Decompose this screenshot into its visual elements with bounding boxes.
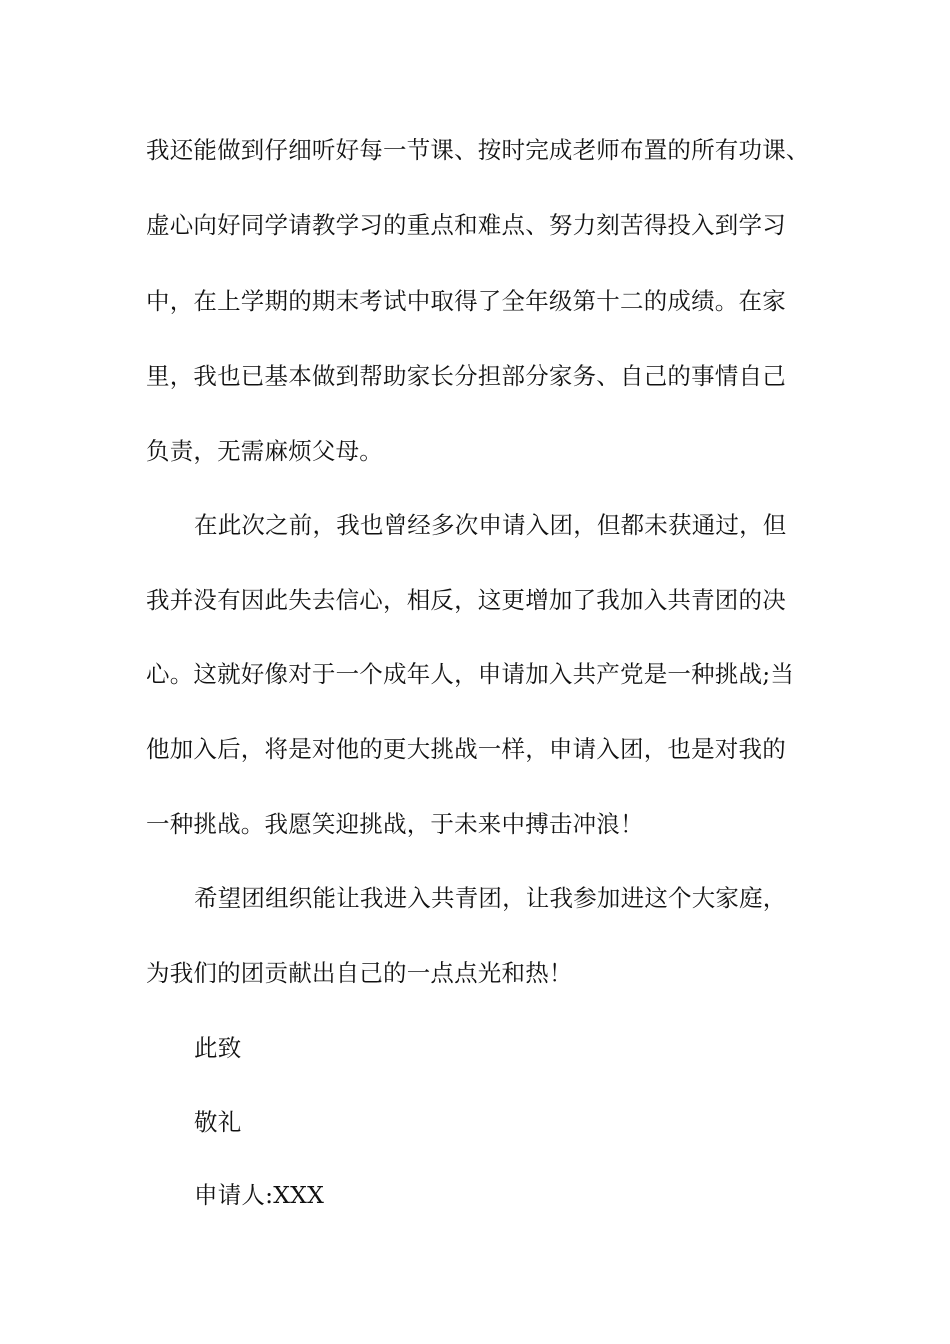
paragraph-1-line-1: 我还能做到仔细听好每一节课、按时完成老师布置的所有功课、 xyxy=(146,136,810,164)
closing-salutation: 此致 xyxy=(194,1034,242,1062)
paragraph-1-line-3: 中，在上学期的期末考试中取得了全年级第十二的成绩。在家 xyxy=(146,287,786,315)
paragraph-3-line-2: 为我们的团贡献出自己的一点点光和热！ xyxy=(146,959,573,987)
applicant-signature: 申请人:XXX xyxy=(194,1181,325,1209)
paragraph-2-line-2: 我并没有因此失去信心，相反，这更增加了我加入共青团的决 xyxy=(146,586,786,614)
paragraph-2-line-1: 在此次之前，我也曾经多次申请入团，但都未获通过，但 xyxy=(194,511,787,539)
paragraph-1-line-2: 虚心向好同学请教学习的重点和难点、努力刻苦得投入到学习 xyxy=(146,211,786,239)
paragraph-2-line-3: 心。这就好像对于一个成年人，申请加入共产党是一种挑战;当 xyxy=(146,660,795,688)
closing-regards: 敬礼 xyxy=(194,1108,242,1136)
paragraph-1-line-4: 里，我也已基本做到帮助家长分担部分家务、自己的事情自己 xyxy=(146,362,786,390)
paragraph-2-line-5: 一种挑战。我愿笑迎挑战，于未来中搏击冲浪！ xyxy=(146,810,644,838)
paragraph-3-line-1: 希望团组织能让我进入共青团，让我参加进这个大家庭， xyxy=(194,884,787,912)
paragraph-1-line-5: 负责，无需麻烦父母。 xyxy=(146,437,383,465)
paragraph-2-line-4: 他加入后，将是对他的更大挑战一样，申请入团，也是对我的 xyxy=(146,735,786,763)
